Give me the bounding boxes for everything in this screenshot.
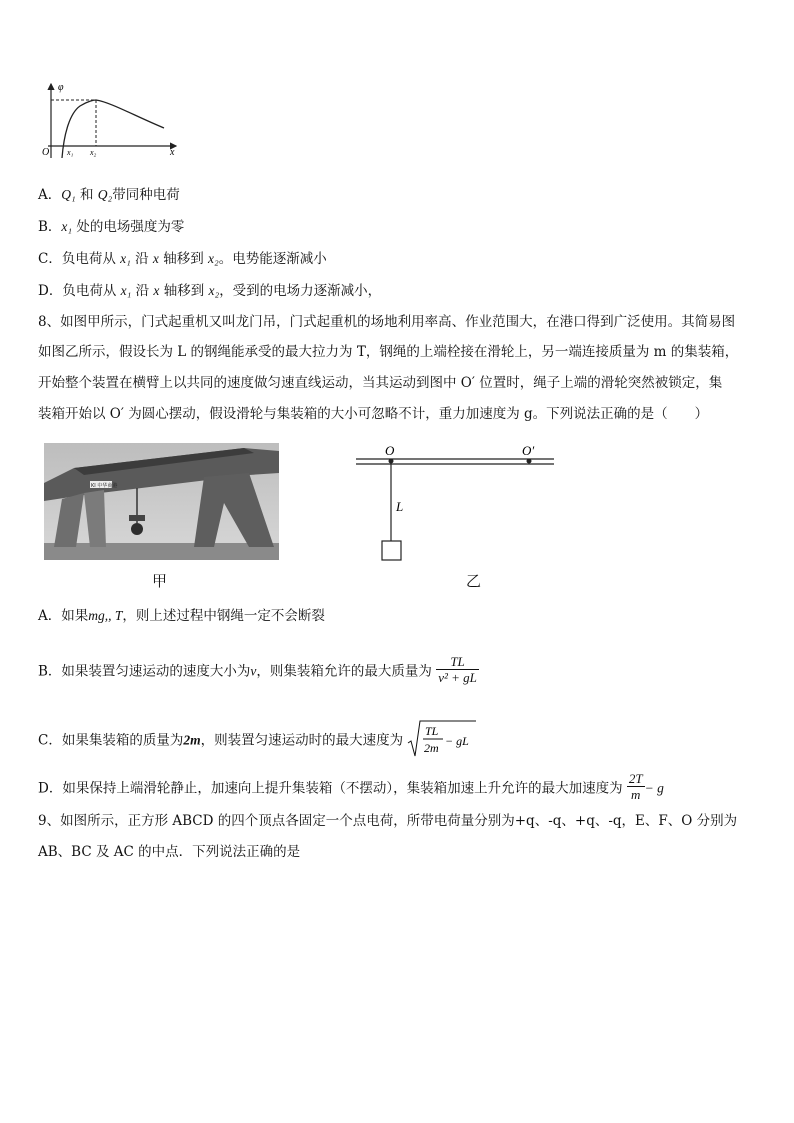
photo-label: KI 中华商港	[91, 483, 118, 489]
q8-option-c: C．如果集装箱的质量为2m，则装置匀速运动时的最大速度为 TL 2m − gL	[38, 721, 477, 761]
label-l: L	[396, 499, 404, 514]
q8-stem-line-2: 如图乙所示，假设长为 L 的钢绳能承受的最大拉力为 T，钢绳的上端栓接在滑轮上，另一端连接质量为 m 的集装箱，	[38, 344, 739, 360]
pulley-o-prime	[527, 459, 532, 464]
formula-max-acceleration: $\frac{2T}{m}$	[628, 771, 643, 802]
origin-label: O	[42, 147, 50, 158]
gantry-crane-photo	[44, 443, 279, 560]
q8-option-b: B．如果装置匀速运动的速度大小为v，则集装箱允许的最大质量为 $\frac{TL}{\text{v² + gL}}$	[38, 654, 477, 685]
q9-stem-line-1: 9、如图所示，正方形 ABCD 的四个顶点各固定一个点电荷，所带电荷量分别为+q、-q、+q、-q，E、F、O 分别为	[38, 813, 738, 829]
figure-jia-caption: 甲	[152, 572, 168, 590]
figure-yi-caption: 乙	[466, 572, 482, 590]
y-label: φ	[58, 82, 64, 93]
x-axis-label: x	[170, 147, 175, 158]
q7-option-b: B．x₁ 处的电场强度为零	[38, 219, 185, 235]
potential-curve	[62, 100, 164, 158]
pendulum-diagram	[352, 440, 562, 570]
q8-stem-line-4: 装箱开始以 O′ 为圆心摆动，假设滑轮与集装箱的大小可忽略不计，重力加速度为 g。下列说法正确的是（ ）	[38, 406, 709, 422]
container-box	[382, 541, 401, 560]
formula-max-mass: $\frac{TL}{\text{v² + gL}}$	[438, 654, 477, 685]
label-o: O	[385, 443, 395, 458]
sqrt-num: TL	[425, 724, 439, 738]
potential-graph	[40, 78, 190, 160]
q7-option-c: C．负电荷从 x₁ 沿 x 轴移到 x₂。电势能逐渐减小	[38, 251, 327, 267]
q7-option-d: D．负电荷从 x₁ 沿 x 轴移到 x₂，受到的电场力逐渐减小，	[38, 283, 382, 299]
label-o-prime: O′	[522, 443, 535, 458]
q8-option-a: A．如果mg,, T，则上述过程中钢绳一定不会断裂	[38, 608, 325, 624]
sqrt-tail: − gL	[445, 734, 470, 748]
q8-stem-line-3: 开始整个装置在横臂上以共同的速度做匀速直线运动，当其运动到图中 O′ 位置时，绳子上端的滑轮突然被锁定，集	[38, 375, 723, 391]
q8-option-d: D．如果保持上端滑轮静止，加速向上提升集装箱（不摆动），集装箱加速上升允许的最大加速度为 $\frac{2T}{m}$ − g	[38, 771, 664, 802]
sqrt-den: 2m	[424, 741, 440, 755]
q7-option-a: A．Q₁ 和 Q₂带同种电荷	[38, 187, 180, 203]
x1-label: x₁	[67, 148, 74, 157]
formula-max-speed	[407, 719, 477, 759]
x2-label: x₂	[90, 148, 97, 157]
q8-stem-line-1: 8、如图甲所示，门式起重机又叫龙门吊，门式起重机的场地利用率高、作业范围大，在港口得到广泛使用。其简易图	[38, 314, 736, 330]
q9-stem-line-2: AB、BC 及 AC 的中点．下列说法正确的是	[38, 844, 301, 860]
